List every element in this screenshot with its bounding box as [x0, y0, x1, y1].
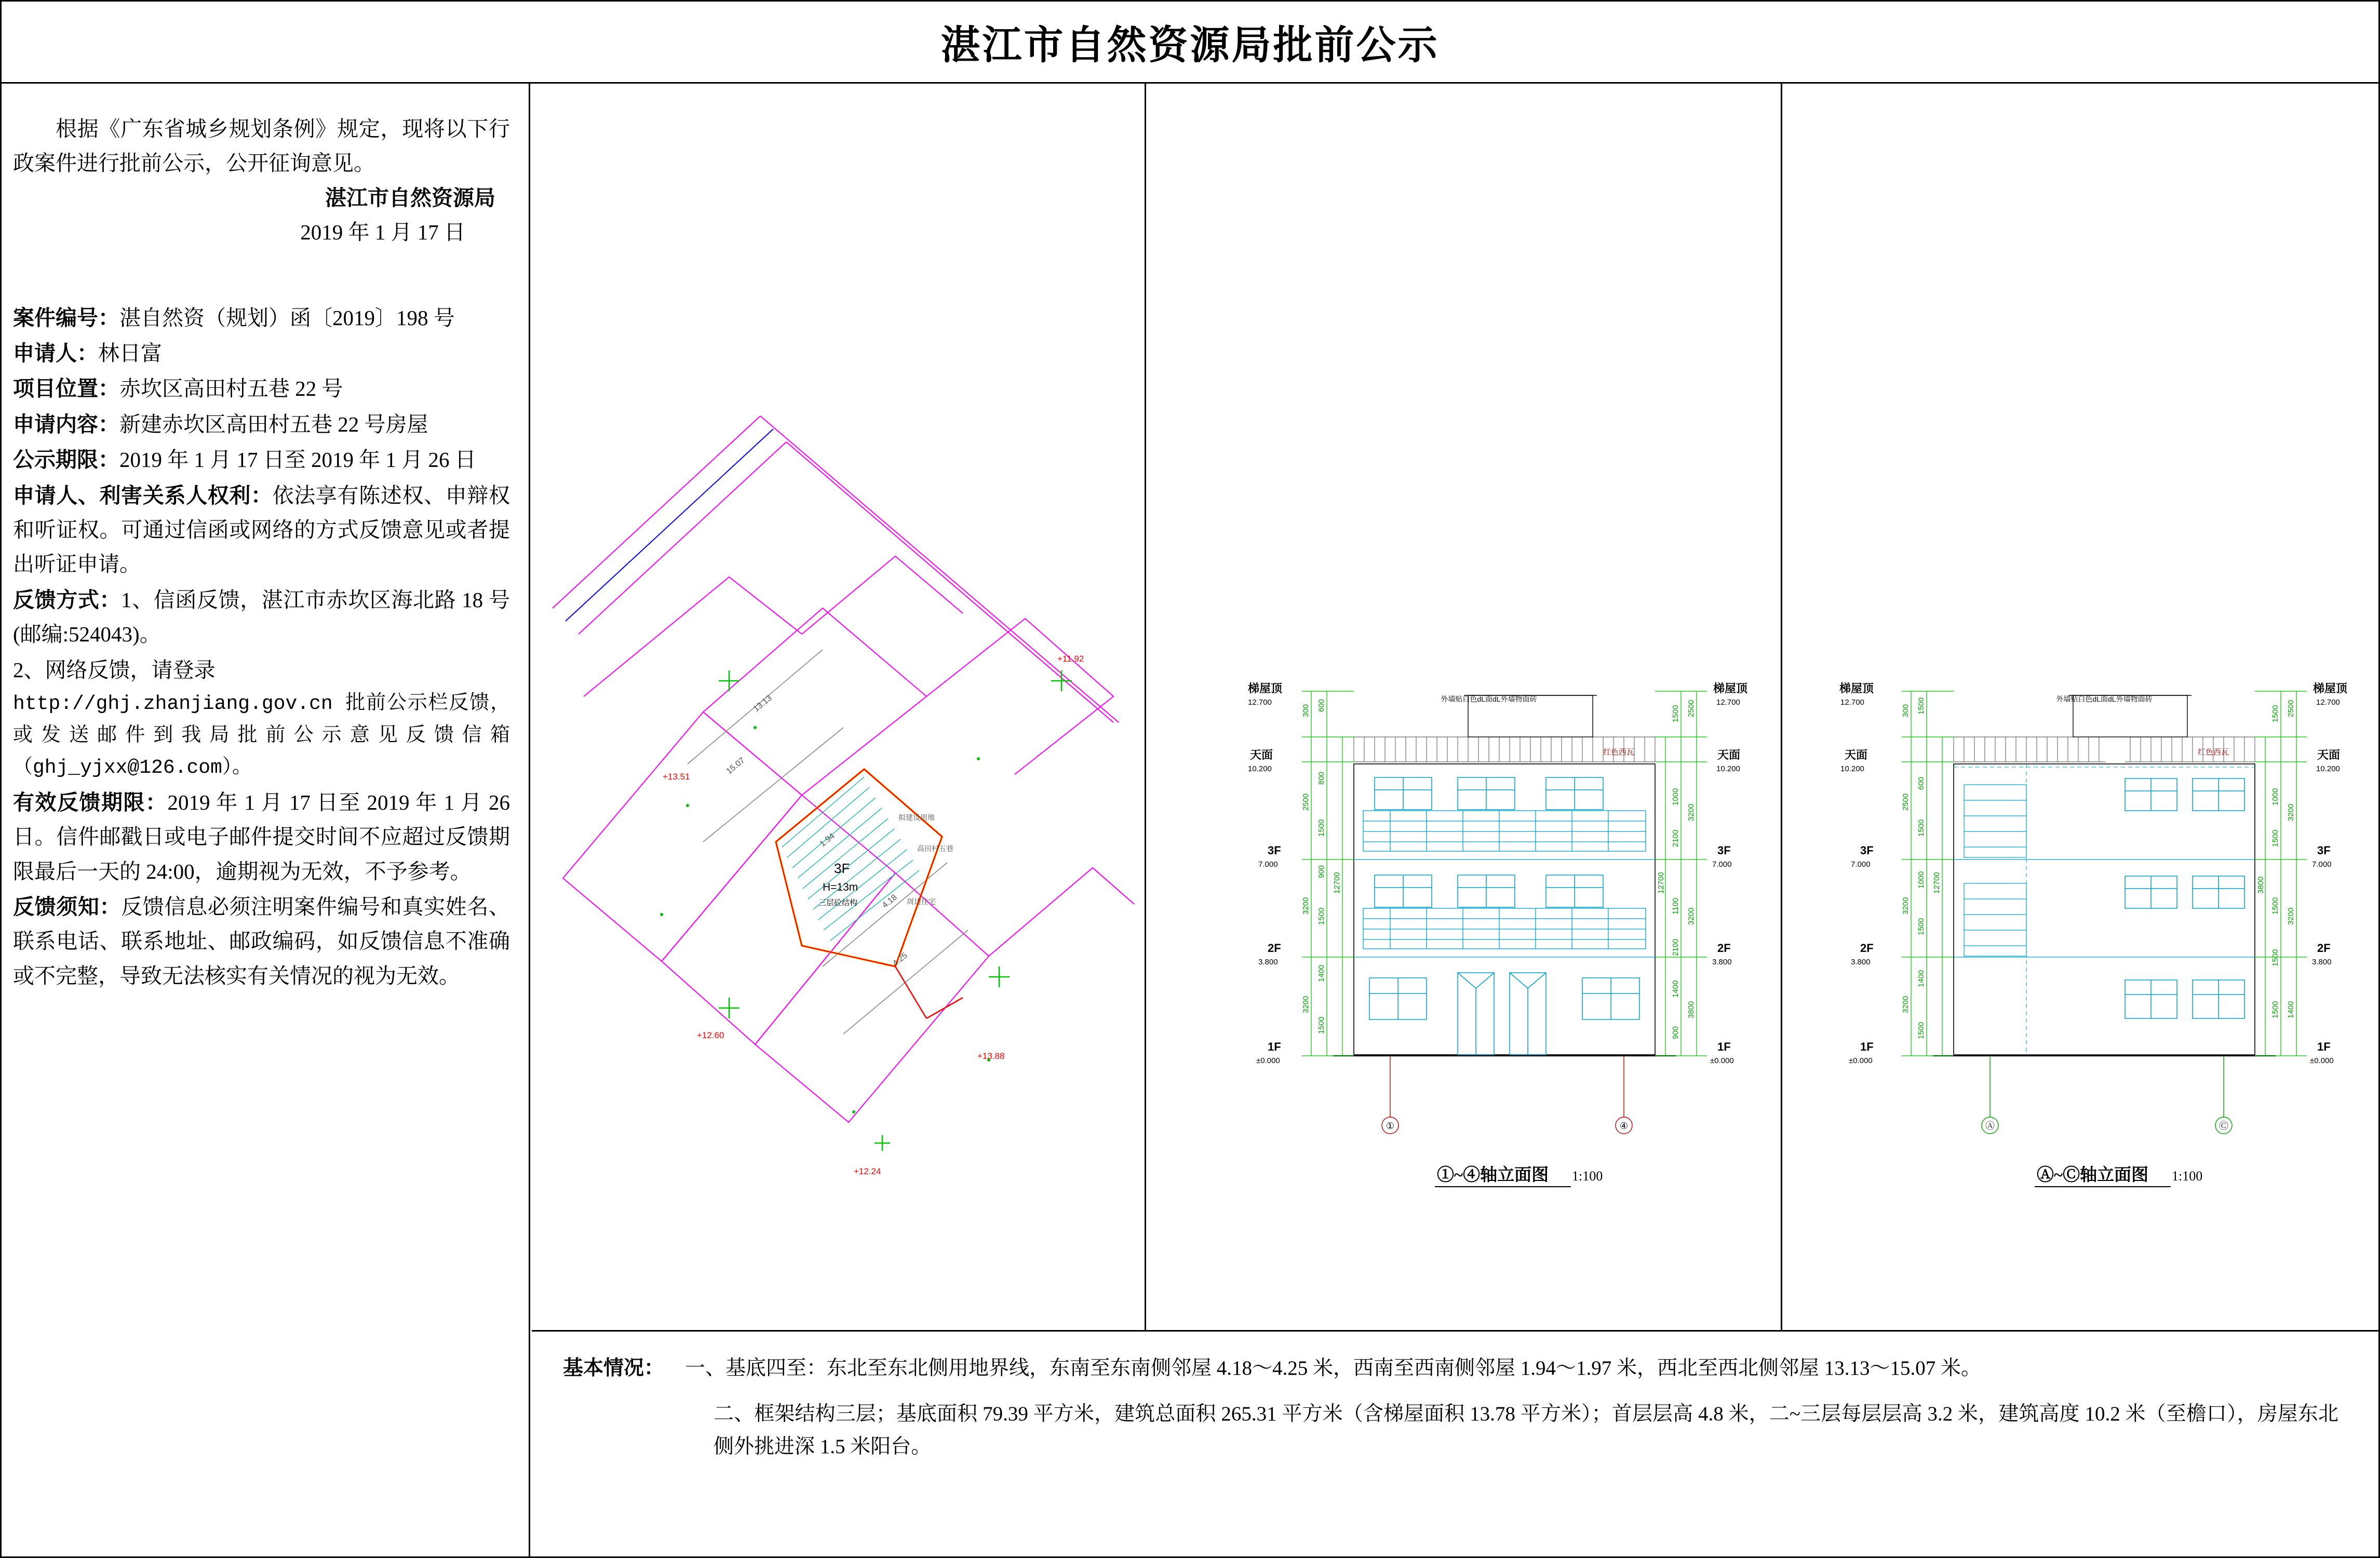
elev2-r-level-2-elev: 7.000 — [2312, 860, 2332, 869]
elev2-dim-left-3: 3200 — [1901, 996, 1910, 1013]
elev2-r-level-0-elev: 12.700 — [2316, 698, 2340, 707]
elev2-level-1-elev: 10.200 — [1840, 764, 1864, 773]
elev1-dim-right-total: 12700 — [1657, 872, 1665, 894]
elevation-1-drawing — [1146, 84, 1782, 1330]
elev2-dim-inner-3: 1000 — [1917, 871, 1926, 889]
elev2-dim-right-total: 3800 — [2256, 876, 2265, 894]
elev1-dim-right-2: 2100 — [1671, 829, 1680, 847]
elev1-level-2-elev: 7.000 — [1258, 860, 1278, 869]
elev1-dim-inner-left-2: 1500 — [1317, 819, 1326, 837]
elev1-level-3-name: 2F — [1268, 942, 1281, 955]
field-feedback-method-value: 1、信函反馈，湛江市赤坎区海北路 18 号(邮编:524043)。 — [13, 587, 510, 647]
elev1-dim-right-4: 2100 — [1671, 938, 1680, 956]
elev1-level-4-name: 1F — [1268, 1040, 1281, 1053]
elev2-r-level-4-elev: ±0.000 — [2310, 1056, 2334, 1065]
elev1-level-0-name: 梯屋顶 — [1248, 682, 1283, 695]
page-title: 湛江市自然资源局批前公示 — [940, 24, 1440, 68]
elev2-dim-inner-2: 1500 — [1917, 819, 1926, 837]
sheet-title-bar — [2, 2, 2378, 84]
elev2-level-1-name: 天面 — [1845, 748, 1868, 761]
basic-info-label: 基本情况： — [563, 1357, 665, 1379]
elev1-dim-left-3: 3200 — [1301, 996, 1310, 1013]
elev2-r-level-3-elev: 3.800 — [2312, 958, 2332, 966]
elev1-level-3-elev: 3.800 — [1258, 958, 1278, 966]
elev2-dim-inner-1: 600 — [1917, 776, 1926, 790]
elev1-scale: 1:100 — [1572, 1168, 1603, 1184]
elev2-dim-right-5: 1500 — [2271, 1001, 2280, 1018]
elev1-dim-right-0: 1500 — [1671, 705, 1680, 722]
elev1-dim-right-6: 900 — [1671, 1026, 1680, 1039]
elev2-dim-right-3: 1500 — [2271, 897, 2280, 915]
elev1-title: ①~④轴立面图 — [1437, 1166, 1549, 1185]
elev1-dim-right-3: 1100 — [1671, 897, 1680, 915]
elev2-level-4-name: 1F — [1860, 1040, 1874, 1053]
site-dim-15-07: 15.07 — [724, 756, 747, 776]
elev1-dim-right-10: 3800 — [1687, 1001, 1696, 1018]
elev2-r-level-1-name: 天面 — [2317, 748, 2341, 761]
field-case-no-label: 案件编号： — [13, 305, 119, 330]
site-annotation-3: +13.88 — [977, 1051, 1005, 1061]
notice-issue-date: 2019 年 1 月 17 日 — [300, 220, 465, 245]
elev1-r-level-1-name: 天面 — [1717, 748, 1741, 761]
elev2-dim-left-1: 2500 — [1901, 793, 1910, 811]
elev2-level-2-elev: 7.000 — [1851, 860, 1871, 869]
elev1-dim-left-total: 12700 — [1333, 872, 1341, 894]
site-side-label-0: 拟建设用地 — [898, 813, 935, 822]
elev1-dim-right-5: 1400 — [1671, 980, 1680, 998]
basic-info-item-2: 二、框架结构三层；基底面积 79.39 平方米，建筑总面积 265.31 平方米（含梯屋面积 13.78 平方米）；首层层高 4.8 米，二~三层每层层高 3.2 米，建筑高度 10.2 米（至檐口），房屋东北侧外挑进深 1.5 米阳台。 — [714, 1403, 2338, 1458]
field-valid-period-value: 2019 年 1 月 17 日至 2019 年 1 月 26 日。信件邮戳日或电子邮件提交时间不应超过反馈期限最后一天的 24:00，逾期视为无效，不予参考。 — [13, 790, 510, 883]
field-feedback-notice-label: 反馈须知： — [13, 894, 122, 919]
elev1-r-level-2-elev: 7.000 — [1712, 860, 1732, 869]
elev1-level-1-name: 天面 — [1250, 748, 1273, 761]
elev2-axis-right: Ⓒ — [2219, 1121, 2228, 1131]
elev2-r-level-0-name: 梯屋顶 — [2313, 682, 2348, 695]
field-valid-period-label: 有效反馈期限： — [13, 790, 168, 814]
field-content-label: 申请内容： — [13, 412, 119, 436]
elev2-scale: 1:100 — [2172, 1168, 2203, 1184]
elev2-tile-note: 红色西瓦 — [2198, 748, 2229, 757]
field-feedback-online: 2、网络反馈，请登录 — [13, 657, 216, 682]
elev1-roof-note: 外墙贴白色dL面dL外墙物面砖 — [1441, 695, 1537, 703]
basic-info-row-1 — [563, 1352, 2338, 1385]
elev2-dim-left-0: 300 — [1901, 704, 1910, 717]
elev1-dim-right-8: 3200 — [1687, 803, 1696, 821]
elev1-r-level-0-elev: 12.700 — [1716, 698, 1740, 707]
field-valid-period — [13, 785, 510, 889]
elev1-dim-left-2: 3200 — [1301, 897, 1310, 915]
elev1-level-1-elev: 10.200 — [1248, 764, 1272, 773]
field-applicant — [13, 336, 510, 370]
elev1-dim-left-1: 2500 — [1301, 793, 1310, 811]
elev2-dim-right-6: 2500 — [2287, 700, 2295, 717]
elevation-2-panel — [1782, 84, 2380, 1330]
elev1-dim-inner-left-3: 900 — [1317, 865, 1326, 878]
site-dim-1-94: 1.94 — [818, 831, 837, 849]
field-content — [13, 407, 510, 441]
site-annotation-4: +12.24 — [854, 1166, 881, 1176]
elev2-dim-left-2: 3200 — [1901, 897, 1910, 915]
elev1-r-level-4-elev: ±0.000 — [1710, 1056, 1734, 1065]
elev2-r-level-3-name: 2F — [2317, 942, 2331, 955]
field-feedback-method — [13, 583, 510, 652]
elev1-r-level-2-name: 3F — [1717, 844, 1731, 857]
elevation-1-panel — [1146, 84, 1782, 1330]
site-plan-drawing — [532, 84, 1146, 1330]
site-dim-13-13: 13.13 — [751, 693, 774, 714]
site-side-label-2: 高田村五巷 — [917, 844, 953, 853]
elev1-level-0-elev: 12.700 — [1248, 698, 1272, 707]
elev2-level-2-name: 3F — [1860, 844, 1874, 857]
elev2-dim-right-1: 1000 — [2271, 788, 2280, 805]
notice-column — [2, 84, 530, 1558]
notice-intro: 根据《广东省城乡规划条例》规定，现将以下行政案件进行批前公示，公开征询意见。 — [13, 117, 510, 176]
site-building-height: H=13m — [823, 881, 858, 893]
elev1-dim-inner-left-5: 1400 — [1317, 964, 1326, 982]
site-annotation-1: +13.51 — [663, 772, 690, 782]
field-applicant-value: 林日富 — [98, 341, 162, 366]
elev2-dim-inner-4: 1500 — [1917, 918, 1926, 935]
field-period — [13, 442, 510, 477]
elev2-dim-right-9: 1400 — [2287, 1001, 2295, 1018]
elev1-r-level-3-elev: 3.800 — [1712, 958, 1732, 966]
elev1-axis-left: ① — [1386, 1121, 1395, 1131]
elev2-r-level-4-name: 1F — [2317, 1040, 2331, 1053]
field-case-no — [13, 301, 510, 335]
field-rights — [13, 478, 510, 582]
elev1-r-level-3-name: 2F — [1717, 942, 1731, 955]
site-annotation-2: +12.60 — [697, 1030, 724, 1040]
site-building-structure: 三层砼结构 — [818, 898, 858, 907]
elev1-dim-right-9: 3200 — [1687, 907, 1696, 925]
field-location-label: 项目位置： — [13, 377, 119, 401]
field-case-no-value: 湛自然资（规划）函〔2019〕198 号 — [119, 305, 455, 330]
elev1-r-level-4-name: 1F — [1717, 1040, 1731, 1053]
field-applicant-label: 申请人： — [13, 341, 98, 366]
elev2-roof-note: 外墙贴白色dL面dL外墙物面砖 — [2056, 695, 2153, 703]
field-feedback-method-label: 反馈方式： — [13, 587, 122, 612]
site-dim-4-18: 4.18 — [880, 893, 899, 910]
site-annotation-0: +11.92 — [1057, 654, 1084, 664]
elev2-dim-right-7: 3200 — [2287, 803, 2295, 821]
field-period-label: 公示期限： — [13, 448, 119, 472]
elev1-dim-left-0: 300 — [1301, 704, 1310, 717]
basic-info-item-1: 一、基底四至：东北至东北侧用地界线，东南至东南侧邻屋 4.18～4.25 米，西南至西南侧邻屋 1.94～1.97 米，西北至西北侧邻屋 13.13～15.07 米。 — [685, 1357, 1982, 1379]
basic-info-panel — [532, 1330, 2380, 1558]
elev1-level-2-name: 3F — [1268, 844, 1281, 857]
field-feedback-url[interactable]: http://ghj.zhanjiang.gov.cn 批前公示栏反馈，或发送邮件到我局批前公示意见反馈信箱（ghj_yjxx@126.com）。 — [13, 693, 510, 780]
elev2-title: Ⓐ~Ⓒ轴立面图 — [2037, 1166, 2149, 1185]
field-rights-label: 申请人、利害关系人权利： — [13, 483, 273, 507]
site-building-label: 3F — [834, 861, 850, 876]
elev2-dim-right-0: 1500 — [2271, 705, 2280, 722]
elev1-level-4-elev: ±0.000 — [1256, 1056, 1280, 1065]
elev2-dim-left-total: 12700 — [1932, 872, 1941, 894]
elev2-r-level-1-elev: 10.200 — [2316, 764, 2340, 773]
field-content-value: 新建赤坎区高田村五巷 22 号房屋 — [119, 412, 428, 436]
elev1-dim-right-7: 2500 — [1687, 700, 1696, 717]
elev1-r-level-0-name: 梯屋顶 — [1713, 682, 1748, 695]
elev2-dim-right-2: 1500 — [2271, 829, 2280, 847]
elev1-dim-inner-left-1: 800 — [1317, 771, 1326, 785]
elev2-level-3-name: 2F — [1860, 942, 1874, 955]
elevation-2-drawing — [1782, 84, 2380, 1330]
elev1-dim-inner-left-0: 600 — [1317, 699, 1326, 712]
field-feedback-notice-value: 反馈信息必须注明案件编号和真实姓名、联系电话、联系地址、邮政编码，如反馈信息不准确或不完整，导致无法核实有关情况的视为无效。 — [13, 894, 510, 988]
elev2-axis-left: Ⓐ — [1985, 1121, 1995, 1131]
site-plan-panel — [532, 84, 1146, 1330]
notice-issuer: 湛江市自然资源局 — [325, 185, 495, 210]
elev1-dim-inner-left-4: 1500 — [1317, 907, 1326, 925]
elev2-dim-right-8: 3200 — [2287, 907, 2295, 925]
elev1-dim-inner-left-6: 1500 — [1317, 1016, 1326, 1034]
elev1-axis-right: ④ — [1619, 1121, 1629, 1131]
site-side-label-1: 周边住宅 — [907, 897, 936, 906]
elev1-r-level-1-elev: 10.200 — [1716, 764, 1740, 773]
elev2-dim-inner-5: 1400 — [1917, 970, 1926, 987]
elev1-dim-right-1: 1000 — [1671, 788, 1680, 805]
elev2-dim-inner-6: 1500 — [1917, 1022, 1926, 1039]
elev2-dim-inner-0: 1500 — [1917, 697, 1926, 715]
field-feedback-notice — [13, 890, 510, 993]
elev2-level-0-name: 梯屋顶 — [1839, 682, 1874, 695]
field-period-value: 2019 年 1 月 17 日至 2019 年 1 月 26 日 — [119, 448, 476, 472]
elev1-tile-note: 红色西瓦 — [1603, 748, 1635, 757]
elev2-level-0-elev: 12.700 — [1840, 698, 1864, 707]
elev2-dim-right-4: 1500 — [2271, 949, 2280, 966]
field-location — [13, 371, 510, 406]
elev2-r-level-2-name: 3F — [2317, 844, 2331, 857]
site-dim-4-25: 4.25 — [891, 951, 909, 969]
field-location-value: 赤坎区高田村五巷 22 号 — [119, 377, 343, 401]
elev2-level-3-elev: 3.800 — [1851, 958, 1871, 966]
field-rights-value: 依法享有陈述权、申辩权和听证权。可通过信函或网络的方式反馈意见或者提出听证申请。 — [13, 483, 510, 576]
elev2-level-4-elev: ±0.000 — [1849, 1056, 1873, 1065]
